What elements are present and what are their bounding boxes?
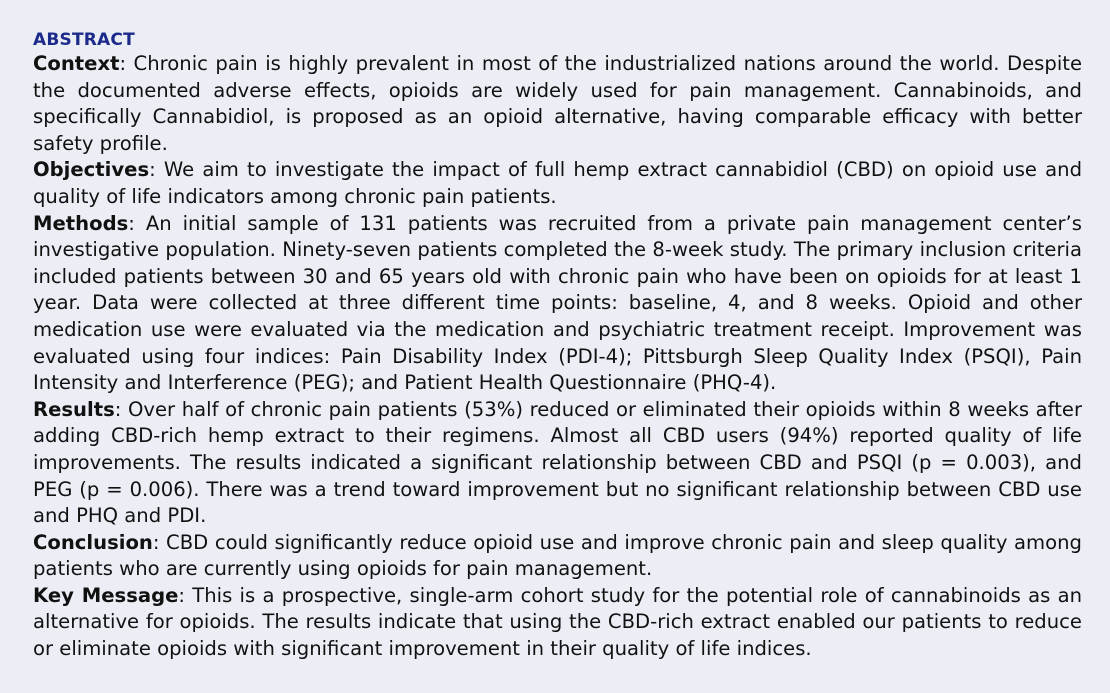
section-objectives — [33, 157, 1082, 210]
section-results — [33, 397, 1082, 530]
section-text: : CBD could significantly reduce opioid use and improve chronic pain and sleep quality among patients who are currently using opioids for pain management. — [33, 530, 1082, 581]
section-text: : Chronic pain is highly prevalent in most of the industrialized nations around the world. Despite the documented adverse effects, opioids are widely used for pain management. Cannabinoids, and specifically Cannabidiol, is proposed as an opioid alternative, having comparable efficacy with better safety profile. — [33, 52, 1082, 155]
section-text: : Over half of chronic pain patients (53%) reduced or eliminated their opioids within 8 weeks after adding CBD-rich hemp extract to their regimens. Almost all CBD users (94%) reported quality of life improvements. The results indicated a significant relationship between CBD and PSQI (p = 0.003), and PEG (p = 0.006). There was a trend toward improvement but no significant relationship between CBD use and PHQ and PDI. — [33, 397, 1082, 528]
section-label: Conclusion — [33, 530, 153, 554]
section-label: Results — [33, 397, 115, 421]
section-label: Context — [33, 52, 120, 75]
section-text: : An initial sample of 131 patients was recruited from a private pain management center’s investigative population. Ninety-seven patients completed the 8-week study. The primary inclusion criteria included patients between 30 and 65 years old with chronic pain who have been on opioids for at least 1 year. Data were collected at three different time points: baseline, 4, and 8 weeks. Opioid and other medication use were evaluated via the medication and psychiatric treatment receipt. Improvement was evaluated using four indices: Pain Disability Index (PDI-4); Pittsburgh Sleep Quality Index (PSQI), Pain Intensity and Interference (PEG); and Patient Health Questionnaire (PHQ-4). — [33, 211, 1082, 395]
section-label: Objectives — [33, 158, 150, 182]
section-label: Methods — [33, 211, 129, 235]
section-label: Key Message — [33, 583, 179, 607]
section-methods — [33, 211, 1082, 397]
section-key-message — [33, 583, 1082, 663]
abstract-heading: ABSTRACT — [33, 30, 135, 50]
section-context — [33, 51, 1082, 157]
section-text: : We aim to investigate the impact of full hemp extract cannabidiol (CBD) on opioid use and quality of life indicators among chronic pain patients. — [33, 158, 1082, 208]
section-text: : This is a prospective, single-arm cohort study for the potential role of cannabinoids as an alternative for opioids. The results indicate that using the CBD-rich extract enabled our patients to reduce or eliminate opioids with significant improvement in their quality of life indices. — [33, 583, 1083, 661]
section-conclusion — [33, 530, 1082, 583]
